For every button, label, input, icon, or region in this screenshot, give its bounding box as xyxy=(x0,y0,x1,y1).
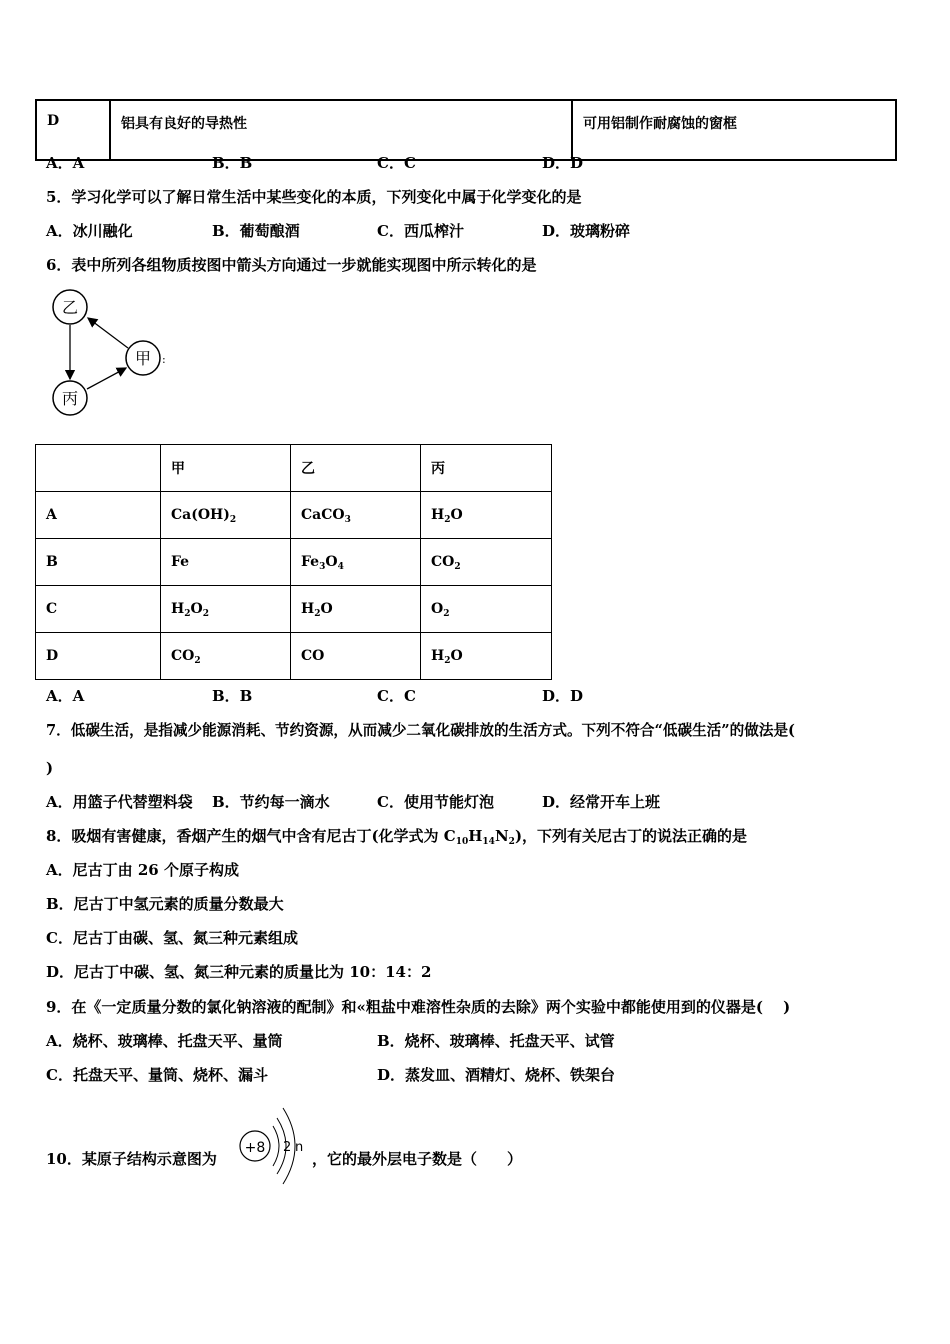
table-cell: $O_2$ xyxy=(421,586,552,633)
table-cell: CaCO$_3$ xyxy=(291,492,421,539)
table-header-row xyxy=(36,445,552,492)
atom-structure-diagram xyxy=(233,1104,313,1188)
q9-option-d: D．蒸发皿、酒精灯、烧杯、铁架台 xyxy=(377,1066,616,1084)
q6-table xyxy=(35,444,552,680)
top-table xyxy=(35,99,897,161)
table-cell: $Fe_3O_4$ xyxy=(291,539,421,586)
q10-stem-pre: 10．某原子结构示意图为 xyxy=(46,1150,217,1168)
q5-option-d: D．玻璃粉碎 xyxy=(542,222,631,240)
table-row xyxy=(36,539,552,586)
conversion-diagram xyxy=(40,285,180,425)
q4-option-c: C．C xyxy=(377,154,416,172)
diagram-colon-mark: : xyxy=(162,353,166,366)
table-cell: $H_2O$ xyxy=(291,586,421,633)
table-row xyxy=(36,492,552,539)
q4-option-b: B．B xyxy=(212,154,253,172)
node-jia-label: 甲 xyxy=(134,349,152,368)
q5-stem: 5．学习化学可以了解日常生活中某些变化的本质，下列变化中属于化学变化的是 xyxy=(46,188,582,206)
table-cell: $H_2O$ xyxy=(421,492,552,539)
arrow-jia-to-yi xyxy=(88,318,128,348)
q5-option-a: A．冰川融化 xyxy=(46,222,133,240)
q8-option-b: B．尼古丁中氢元素的质量分数最大 xyxy=(46,895,284,913)
q7-option-b: B．节约每一滴水 xyxy=(212,793,330,811)
q9-stem: 9．在《一定质量分数的氯化钠溶液的配制》和«粗盐中难溶性杂质的去除》两个实验中都能使用到的仪器是( ) xyxy=(46,998,791,1016)
q5-option-b: B．葡萄酿酒 xyxy=(212,222,300,240)
q8-option-a: A．尼古丁由 26 个原子构成 xyxy=(46,861,239,879)
electron-shell-1 xyxy=(273,1126,279,1166)
table-cell: Fe xyxy=(161,539,291,586)
table-cell: D xyxy=(36,100,110,160)
q6-stem: 6．表中所列各组物质按图中箭头方向通过一步就能实现图中所示转化的是 xyxy=(46,256,537,274)
table-cell: A xyxy=(36,492,161,539)
shell-1-electrons: 2 xyxy=(283,1140,292,1155)
table-cell: 铝具有良好的导热性 xyxy=(110,100,572,160)
table-cell: $H_2O_2$ xyxy=(161,586,291,633)
table-cell: CO xyxy=(291,633,421,680)
q8-sub-nitrogen: 2 xyxy=(508,837,515,847)
q7-stem-end: ) xyxy=(46,759,54,777)
q7-option-a: A．用篮子代替塑料袋 xyxy=(46,793,193,811)
table-row xyxy=(36,586,552,633)
table-row xyxy=(36,100,896,160)
q6-option-b: B．B xyxy=(212,687,253,705)
table-cell: $H_2O$ xyxy=(421,633,552,680)
table-cell: $CO_2$ xyxy=(161,633,291,680)
q4-option-a: A．A xyxy=(46,154,85,172)
q6-option-a: A．A xyxy=(46,687,85,705)
table-header-yi: 乙 xyxy=(291,445,421,492)
node-yi-label: 乙 xyxy=(61,298,79,317)
nucleus-charge: +8 xyxy=(244,1140,266,1156)
table-cell: C xyxy=(36,586,161,633)
q9-option-c: C．托盘天平、量筒、烧杯、漏斗 xyxy=(46,1066,268,1084)
table-header-jia: 甲 xyxy=(161,445,291,492)
table-cell: D xyxy=(36,633,161,680)
table-row xyxy=(36,633,552,680)
table-cell: 可用铝制作耐腐蚀的窗框 xyxy=(572,100,896,160)
q8-sub-carbon: 10 xyxy=(455,837,469,847)
q7-option-d: D．经常开车上班 xyxy=(542,793,661,811)
table-cell xyxy=(36,445,161,492)
q8-stem xyxy=(46,826,747,846)
q8-stem-post: )，下列有关尼古丁的说法正确的是 xyxy=(514,827,748,845)
q7-stem: 7．低碳生活，是指减少能源消耗、节约资源，从而减少二氧化碳排放的生活方式。下列不符合“低碳生活”的做法是( xyxy=(46,722,795,739)
table-cell: $CO_2$ xyxy=(421,539,552,586)
q9-option-b: B．烧杯、玻璃棒、托盘天平、试管 xyxy=(377,1032,615,1050)
table-cell: $Ca(OH)_2$ xyxy=(161,492,291,539)
arrow-bing-to-jia xyxy=(87,368,126,389)
q8-nitrogen: N xyxy=(494,827,509,845)
table-cell: B xyxy=(36,539,161,586)
q6-option-c: C．C xyxy=(377,687,416,705)
q8-sub-hydrogen: 14 xyxy=(482,837,495,847)
shell-2-electrons: n xyxy=(295,1140,304,1155)
q6-option-d: D．D xyxy=(542,687,584,705)
q8-hydrogen: H xyxy=(468,827,483,845)
q9-option-a: A．烧杯、玻璃棒、托盘天平、量筒 xyxy=(46,1032,283,1050)
q8-option-d: D．尼古丁中碳、氢、氮三种元素的质量比为 10：14：2 xyxy=(46,963,432,981)
table-header-bing: 丙 xyxy=(421,445,552,492)
q8-stem-pre: 8．吸烟有害健康，香烟产生的烟气中含有尼古丁(化学式为 C xyxy=(46,827,456,845)
q7-option-c: C．使用节能灯泡 xyxy=(377,793,494,811)
q8-option-c: C．尼古丁由碳、氢、氮三种元素组成 xyxy=(46,929,298,947)
q10-stem-post: ，它的最外层电子数是（ ） xyxy=(312,1150,523,1168)
q5-option-c: C．西瓜榨汁 xyxy=(377,222,464,240)
node-bing-label: 丙 xyxy=(61,389,79,408)
q4-option-d: D．D xyxy=(542,154,584,172)
